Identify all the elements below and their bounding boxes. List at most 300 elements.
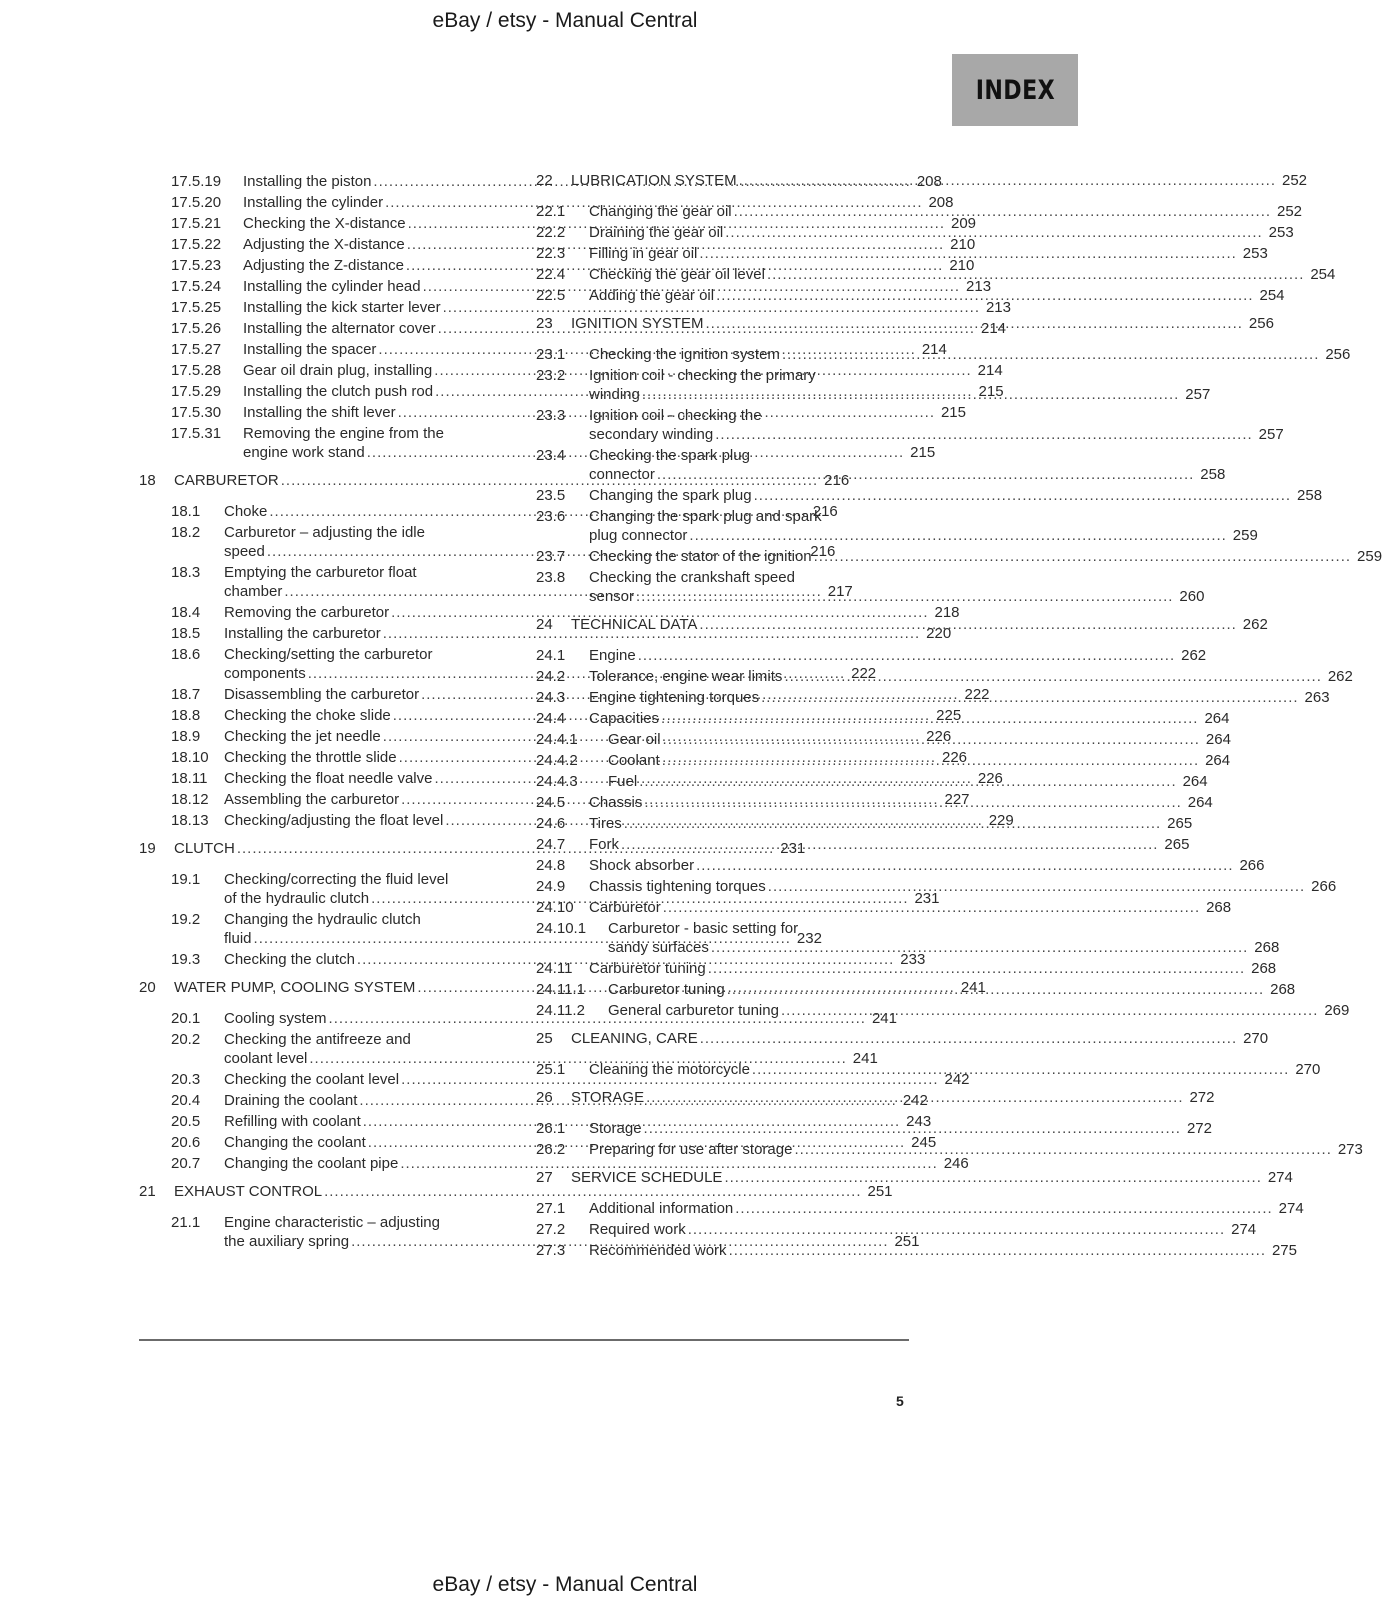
- section-page-number: 232: [796, 930, 822, 947]
- section-page-number: 210: [950, 236, 976, 253]
- section-number: 24.10: [536, 899, 574, 916]
- section-number: 23.5: [536, 487, 566, 504]
- toc-section-entry[interactable]: [536, 877, 1337, 896]
- section-number: 18.6: [171, 646, 201, 663]
- section-number: 23.6: [536, 508, 566, 525]
- section-title: Installing the carburetor: [224, 625, 381, 642]
- toc-section-entry[interactable]: [536, 980, 1296, 999]
- watermark-bottom: eBay / etsy - Manual Central: [432, 1573, 698, 1596]
- toc-section-entry[interactable]: [139, 603, 960, 622]
- section-text: [589, 856, 1265, 875]
- chapter-page-number: 252: [1281, 172, 1308, 189]
- section-number: 18.3: [171, 564, 201, 581]
- toc-chapter-entry[interactable]: [139, 1183, 893, 1204]
- section-title: Checking the coolant level: [224, 1071, 400, 1088]
- section-page-number: 217: [827, 583, 853, 600]
- section-title: Installing the clutch push rod: [243, 383, 434, 400]
- section-page-number: 216: [812, 503, 838, 520]
- dot-leader: [646, 1089, 1183, 1106]
- section-title: engine work stand: [243, 444, 365, 461]
- section-page-number: 227: [944, 791, 970, 808]
- toc-section-entry[interactable]: [536, 507, 1258, 545]
- section-page-number: 262: [1327, 668, 1353, 685]
- section-title: Checking the stator of the ignition: [589, 548, 812, 565]
- chapter-page-number: 231: [780, 840, 806, 857]
- section-title-line: [589, 465, 1226, 484]
- toc-section-entry[interactable]: [139, 1070, 970, 1089]
- section-page-number: 222: [964, 686, 990, 703]
- chapter-title: TECHNICAL DATA: [571, 616, 698, 633]
- dot-leader: [699, 616, 1236, 633]
- dot-leader: [768, 877, 1305, 896]
- dot-leader: [727, 980, 1264, 999]
- dot-leader: [734, 202, 1271, 221]
- chapter-number: 21: [139, 1183, 156, 1200]
- index-tab: [952, 54, 1078, 126]
- section-number: 22.2: [536, 224, 566, 241]
- section-page-number: 218: [934, 604, 960, 621]
- section-number: 23.1: [536, 346, 566, 363]
- section-title: General carburetor tuning: [608, 1002, 779, 1019]
- section-text: [608, 1001, 1350, 1020]
- section-title-first-line: Checking/setting the carburetor: [224, 646, 433, 663]
- chapter-page-number: 251: [867, 1183, 893, 1200]
- toc-section-entry[interactable]: [536, 856, 1265, 875]
- section-title: Draining the gear oil: [589, 224, 724, 241]
- dot-leader: [624, 814, 1161, 833]
- section-number: 22.3: [536, 245, 566, 262]
- section-text: [589, 1199, 1304, 1218]
- section-title: Changing the coolant: [224, 1134, 366, 1151]
- section-title: Disassembling the carburetor: [224, 686, 420, 703]
- chapter-title-line: [571, 172, 1307, 189]
- toc-section-entry[interactable]: [536, 667, 1353, 686]
- section-number: 26.2: [536, 1141, 566, 1158]
- section-number: 24.6: [536, 815, 566, 832]
- chapter-title: STORAGE: [571, 1089, 645, 1106]
- dot-leader: [636, 587, 1173, 606]
- chapter-number: 20: [139, 979, 156, 996]
- dot-leader: [699, 244, 1236, 263]
- section-title-first-line: Carburetor – adjusting the idle: [224, 524, 425, 541]
- section-title-line: [224, 603, 960, 622]
- section-page-number: 262: [1181, 647, 1207, 664]
- section-number: 23.2: [536, 367, 566, 384]
- section-number: 23.8: [536, 569, 566, 586]
- section-number: 17.5.31: [171, 425, 222, 442]
- dot-leader: [754, 486, 1291, 505]
- section-title: Carburetor tuning: [589, 960, 706, 977]
- section-title: coolant level: [224, 1050, 308, 1067]
- section-title-first-line: Carburetor - basic setting for: [608, 920, 799, 937]
- section-number: 18.1: [171, 503, 201, 520]
- dot-leader: [761, 688, 1298, 707]
- section-number: 24.10.1: [536, 920, 587, 937]
- section-title-line: [589, 587, 1205, 606]
- section-text: [589, 568, 1205, 606]
- dot-leader: [724, 1169, 1261, 1186]
- toc-section-entry[interactable]: [536, 1199, 1304, 1218]
- chapter-number: 18: [139, 472, 156, 489]
- watermark-top: eBay / etsy - Manual Central: [432, 9, 698, 32]
- dot-leader: [700, 1030, 1237, 1047]
- section-title: Gear oil drain plug, installing: [243, 362, 433, 379]
- section-number: 24.4.1: [536, 731, 578, 748]
- section-page-number: 214: [921, 341, 947, 358]
- section-number: 18.11: [171, 770, 208, 787]
- section-page-number: 242: [944, 1071, 970, 1088]
- toc-section-entry[interactable]: [139, 1154, 969, 1173]
- section-page-number: 226: [926, 728, 952, 745]
- section-page-number: 210: [949, 257, 975, 274]
- dot-leader: [782, 345, 1319, 364]
- section-title: Installing the spacer: [243, 341, 377, 358]
- section-title-line: [608, 1001, 1350, 1020]
- section-title: Removing the carburetor: [224, 604, 390, 621]
- section-page-number: 264: [1205, 752, 1231, 769]
- section-title: sandy surfaces: [608, 939, 709, 956]
- toc-chapter-entry[interactable]: [536, 1169, 1293, 1190]
- section-title-first-line: Checking the spark plug: [589, 447, 750, 464]
- section-text: [589, 486, 1323, 505]
- section-text: [589, 547, 1382, 566]
- section-title: Installing the cylinder: [243, 194, 384, 211]
- toc-section-entry[interactable]: [536, 568, 1205, 606]
- section-title: Refilling with coolant: [224, 1113, 361, 1130]
- section-number: 17.5.20: [171, 194, 222, 211]
- section-page-number: 208: [928, 194, 954, 211]
- chapter-title: CLEANING, CARE: [571, 1030, 698, 1047]
- section-number: 24.4.3: [536, 773, 578, 790]
- section-number: 27.2: [536, 1221, 566, 1238]
- dot-leader: [663, 730, 1200, 749]
- section-title-first-line: Checking the crankshaft speed: [589, 569, 795, 586]
- section-page-number: 215: [910, 444, 936, 461]
- section-title: Engine: [589, 647, 636, 664]
- section-text: [589, 1060, 1321, 1079]
- section-title: Installing the kick starter lever: [243, 299, 441, 316]
- section-number: 17.5.21: [171, 215, 222, 232]
- section-title: Checking/adjusting the float level: [224, 812, 444, 829]
- section-title: Installing the piston: [243, 173, 372, 190]
- section-number: 17.5.29: [171, 383, 222, 400]
- section-title-line: [589, 646, 1207, 665]
- section-title-first-line: Removing the engine from the: [243, 425, 444, 442]
- chapter-number: 25: [536, 1030, 553, 1047]
- toc-section-entry[interactable]: [536, 919, 1280, 957]
- chapter-number: 26: [536, 1089, 553, 1106]
- section-page-number: 274: [1231, 1221, 1257, 1238]
- chapter-number: 27: [536, 1169, 553, 1186]
- section-page-number: 214: [977, 362, 1003, 379]
- section-number: 18.13: [171, 812, 209, 829]
- section-page-number: 215: [940, 404, 966, 421]
- section-page-number: 266: [1311, 878, 1337, 895]
- toc-chapter-entry[interactable]: [536, 1030, 1269, 1051]
- section-number: 25.1: [536, 1061, 566, 1078]
- section-title-line: [589, 667, 1353, 686]
- section-title: secondary winding: [589, 426, 714, 443]
- section-number: 18.12: [171, 791, 209, 808]
- section-page-number: 272: [1186, 1120, 1212, 1137]
- section-number: 18.10: [171, 749, 209, 766]
- section-number: 22.4: [536, 266, 566, 283]
- section-page-number: 231: [914, 890, 940, 907]
- dot-leader: [644, 1119, 1181, 1138]
- dot-leader: [794, 1140, 1331, 1159]
- chapter-title-line: [571, 616, 1268, 633]
- section-page-number: 266: [1239, 857, 1265, 874]
- chapter-title: LUBRICATION SYSTEM: [571, 172, 737, 189]
- section-title: Changing the spark plug: [589, 487, 752, 504]
- section-page-number: 253: [1242, 245, 1268, 262]
- chapter-page-number: 256: [1248, 315, 1274, 332]
- section-number: 24.9: [536, 878, 566, 895]
- toc-section-entry[interactable]: [536, 1001, 1350, 1020]
- dot-leader: [781, 1001, 1318, 1020]
- section-page-number: 275: [1271, 1242, 1297, 1259]
- section-title-first-line: Ignition coil - checking the: [589, 407, 762, 424]
- section-title-first-line: Changing the spark plug and spark: [589, 508, 822, 525]
- section-title: Checking the jet needle: [224, 728, 381, 745]
- section-number: 18.9: [171, 728, 201, 745]
- section-title: Adjusting the Z-distance: [243, 257, 404, 274]
- page-number: 5: [896, 1393, 904, 1409]
- section-title: Chassis tightening torques: [589, 878, 766, 895]
- chapter-title-line: [571, 1030, 1268, 1047]
- section-page-number: 233: [900, 951, 926, 968]
- section-number: 20.2: [171, 1031, 201, 1048]
- section-title: Coolant: [608, 752, 660, 769]
- section-title-line: [589, 486, 1323, 505]
- section-title: Cooling system: [224, 1010, 327, 1027]
- section-title: Storage: [589, 1120, 642, 1137]
- chapter-title: CARBURETOR: [174, 472, 279, 489]
- section-number: 27.1: [536, 1200, 566, 1217]
- dot-leader: [767, 265, 1304, 284]
- chapter-page-number: 270: [1243, 1030, 1269, 1047]
- section-number: 24.3: [536, 689, 566, 706]
- section-title-first-line: Changing the hydraulic clutch: [224, 911, 421, 928]
- dot-leader: [708, 959, 1245, 978]
- section-page-number: 222: [851, 665, 877, 682]
- section-title: connector: [589, 466, 655, 483]
- section-number: 24.7: [536, 836, 566, 853]
- section-title: Checking the clutch: [224, 951, 355, 968]
- section-number: 24.8: [536, 857, 566, 874]
- section-text: [224, 1154, 969, 1173]
- chapter-title: IGNITION SYSTEM: [571, 315, 704, 332]
- section-page-number: 209: [950, 215, 977, 232]
- chapter-title-line: [571, 315, 1274, 332]
- section-title-line: [589, 835, 1190, 854]
- section-title-first-line: Emptying the carburetor float: [224, 564, 417, 581]
- section-page-number: 220: [926, 625, 952, 642]
- section-page-number: 257: [1258, 426, 1284, 443]
- section-title: Adding the gear oil: [589, 287, 715, 304]
- section-title-line: [589, 877, 1337, 896]
- section-number: 17.5.28: [171, 362, 222, 379]
- section-title: Checking the choke slide: [224, 707, 391, 724]
- section-page-number: 270: [1295, 1061, 1321, 1078]
- section-text: [243, 298, 1011, 317]
- section-number: 24.5: [536, 794, 566, 811]
- section-page-number: 257: [1185, 386, 1211, 403]
- section-number: 24.1: [536, 647, 566, 664]
- dot-leader: [715, 425, 1252, 444]
- chapter-title-line: [571, 1169, 1293, 1186]
- section-title: plug connector: [589, 527, 688, 544]
- toc-section-entry[interactable]: [139, 298, 1011, 317]
- section-text: [589, 507, 1258, 545]
- section-page-number: 226: [977, 770, 1003, 787]
- section-page-number: 260: [1179, 588, 1205, 605]
- section-number: 23.3: [536, 407, 566, 424]
- toc-section-entry[interactable]: [536, 646, 1207, 665]
- section-page-number: 225: [936, 707, 962, 724]
- section-page-number: 268: [1254, 939, 1280, 956]
- section-title: winding: [589, 386, 640, 403]
- section-number: 21.1: [171, 1214, 201, 1231]
- section-page-number: 256: [1325, 346, 1351, 363]
- section-page-number: 264: [1182, 773, 1208, 790]
- section-number: 17.5.27: [171, 341, 222, 358]
- section-number: 26.1: [536, 1120, 566, 1137]
- dot-leader: [662, 751, 1199, 770]
- chapter-number: 19: [139, 840, 156, 857]
- footer-rule: [139, 1339, 909, 1341]
- section-page-number: 273: [1337, 1141, 1363, 1158]
- section-number: 19.3: [171, 951, 201, 968]
- section-page-number: 263: [1304, 689, 1330, 706]
- section-title: Draining the coolant: [224, 1092, 358, 1109]
- dot-leader: [644, 793, 1181, 812]
- section-page-number: 258: [1200, 466, 1226, 483]
- section-title: Gear oil: [608, 731, 661, 748]
- section-text: [589, 667, 1353, 686]
- section-page-number: 213: [966, 278, 992, 295]
- section-page-number: 259: [1357, 548, 1382, 565]
- section-number: 20.6: [171, 1134, 201, 1151]
- toc-section-entry[interactable]: [536, 547, 1382, 566]
- section-title-line: [589, 856, 1265, 875]
- dot-leader: [725, 223, 1262, 242]
- toc-section-entry[interactable]: [536, 486, 1323, 505]
- section-page-number: 264: [1204, 710, 1230, 727]
- dot-leader: [696, 856, 1233, 875]
- section-title: fluid: [224, 930, 252, 947]
- dot-leader: [739, 172, 1276, 189]
- section-number: 17.5.30: [171, 404, 222, 421]
- section-title: Checking the float needle valve: [224, 770, 433, 787]
- chapter-number: 22: [536, 172, 553, 189]
- toc-section-entry[interactable]: [536, 835, 1190, 854]
- section-title-line: [589, 1199, 1304, 1218]
- section-number: 17.5.23: [171, 257, 222, 274]
- chapter-title-line: [571, 1089, 1215, 1106]
- dot-leader: [784, 667, 1321, 686]
- section-title-line: [589, 526, 1258, 545]
- section-page-number: 226: [942, 749, 968, 766]
- section-number: 24.11.2: [536, 1002, 585, 1019]
- section-page-number: 265: [1164, 836, 1190, 853]
- section-title-line: [608, 938, 1280, 957]
- section-title: Installing the shift lever: [243, 404, 396, 421]
- dot-leader: [735, 1199, 1272, 1218]
- section-number: 18.7: [171, 686, 201, 703]
- section-text: [608, 919, 1280, 957]
- section-title-first-line: Checking the antifreeze and: [224, 1031, 411, 1048]
- section-page-number: 254: [1310, 266, 1336, 283]
- chapter-page-number: 272: [1189, 1089, 1215, 1106]
- section-title: Engine tightening torques: [589, 689, 760, 706]
- section-number: 22.1: [536, 203, 566, 220]
- section-page-number: 258: [1297, 487, 1323, 504]
- section-number: 17.5.19: [171, 173, 222, 190]
- section-number: 18.4: [171, 604, 201, 621]
- section-page-number: 253: [1268, 224, 1294, 241]
- section-number: 23.4: [536, 447, 566, 464]
- section-number: 20.3: [171, 1071, 201, 1088]
- section-title: Additional information: [589, 1200, 734, 1217]
- section-title: of the hydraulic clutch: [224, 890, 370, 907]
- chapter-number: 24: [536, 616, 553, 633]
- section-page-number: 268: [1251, 960, 1277, 977]
- dot-leader: [689, 526, 1226, 545]
- section-number: 20.5: [171, 1113, 201, 1130]
- toc-section-entry[interactable]: [536, 1220, 1257, 1239]
- section-page-number: 208: [916, 173, 942, 190]
- section-title: Tires: [589, 815, 622, 832]
- section-title: the auxiliary spring: [224, 1233, 350, 1250]
- section-title: Installing the cylinder head: [243, 278, 421, 295]
- dot-leader: [657, 465, 1194, 484]
- section-page-number: 268: [1270, 981, 1296, 998]
- section-page-number: 241: [852, 1050, 878, 1067]
- section-text: [589, 646, 1207, 665]
- section-number: 20.1: [171, 1010, 201, 1027]
- dot-leader: [638, 646, 1175, 665]
- toc-section-entry[interactable]: [536, 1060, 1321, 1079]
- section-title-line: [224, 1070, 970, 1089]
- section-title: components: [224, 665, 306, 682]
- section-page-number: 243: [906, 1113, 932, 1130]
- section-title-line: [589, 547, 1382, 566]
- section-title: Capacities: [589, 710, 660, 727]
- section-number: 24.4.2: [536, 752, 578, 769]
- section-title: Tolerance, engine wear limits: [589, 668, 783, 685]
- section-title: Assembling the carburetor: [224, 791, 400, 808]
- section-number: 22.5: [536, 287, 566, 304]
- section-title: sensor: [589, 588, 635, 605]
- section-title-line: [589, 425, 1284, 444]
- section-number: 18.5: [171, 625, 201, 642]
- section-title: Shock absorber: [589, 857, 695, 874]
- section-number: 17.5.22: [171, 236, 222, 253]
- section-title-first-line: Checking/correcting the fluid level: [224, 871, 449, 888]
- section-page-number: 252: [1277, 203, 1303, 220]
- dot-leader: [716, 286, 1253, 305]
- section-page-number: 215: [978, 383, 1004, 400]
- section-title: speed: [224, 543, 265, 560]
- section-title: Chassis: [589, 794, 643, 811]
- section-number: 24.4: [536, 710, 566, 727]
- section-title: Required work: [589, 1221, 686, 1238]
- section-page-number: 241: [871, 1010, 897, 1027]
- section-title: chamber: [224, 583, 283, 600]
- index-tab-label: INDEX: [975, 74, 1055, 106]
- chapter-title: WATER PUMP, COOLING SYSTEM: [174, 979, 416, 996]
